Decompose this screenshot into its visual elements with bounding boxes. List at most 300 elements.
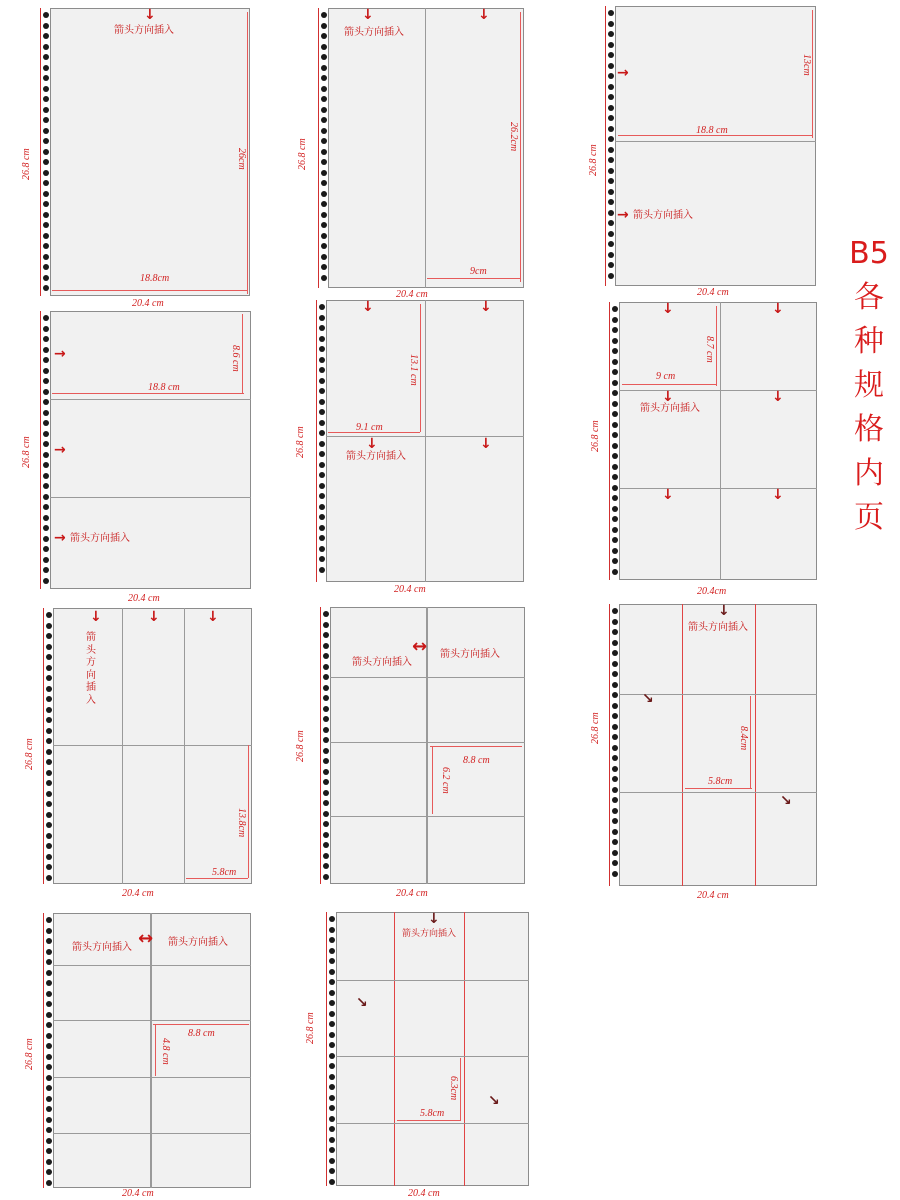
binder-hole [43, 65, 49, 71]
binder-hole [323, 779, 329, 785]
binder-hole [43, 138, 49, 144]
binder-hole [608, 52, 614, 58]
page-width-label: 20.4 cm [128, 593, 160, 604]
sheet [53, 913, 251, 1188]
binder-hole [43, 452, 49, 458]
binder-hole [612, 506, 618, 512]
binder-hole [43, 128, 49, 134]
binder-hole [321, 233, 327, 239]
insert-label: 箭头方向插入 [70, 533, 130, 544]
dimension-line [248, 745, 249, 878]
binder-hole [46, 717, 52, 723]
binder-hole [612, 724, 618, 730]
binder-hole [43, 578, 49, 584]
pocket-divider [53, 1020, 251, 1021]
diagonal-arrow-icon: ↘ [642, 691, 654, 707]
binder-hole [329, 1074, 335, 1080]
pocket-divider [425, 8, 426, 288]
binder-hole [329, 1000, 335, 1006]
pocket-height-label: 13.8cm [236, 808, 247, 838]
down-arrow-icon: ↓ [480, 299, 492, 315]
binder-hole [46, 854, 52, 860]
pocket-divider [53, 1077, 251, 1078]
binder-hole [323, 821, 329, 827]
down-arrow-icon: ↓ [90, 609, 102, 625]
binder-hole [319, 378, 325, 384]
spine-line [605, 6, 606, 286]
binder-hole [319, 441, 325, 447]
binder-hole [46, 1054, 52, 1060]
binder-hole [612, 306, 618, 312]
binder-hole [329, 1116, 335, 1122]
binder-hole [46, 875, 52, 881]
binder-hole [46, 654, 52, 660]
dimension-line [186, 878, 248, 879]
page-width-label: 20.4cm [697, 586, 727, 597]
title-char: 规 [854, 368, 884, 403]
binder-hole [43, 275, 49, 281]
binder-hole [612, 640, 618, 646]
binder-hole [329, 927, 335, 933]
binder-hole [43, 326, 49, 332]
title-char: 种 [854, 324, 884, 359]
binder-hole [608, 42, 614, 48]
binder-hole [43, 462, 49, 468]
binder-hole [43, 159, 49, 165]
binder-hole [46, 1159, 52, 1165]
binder-hole [612, 348, 618, 354]
page-width-label: 20.4 cm [122, 888, 154, 899]
binder-hole [612, 671, 618, 677]
binder-hole [329, 916, 335, 922]
binder-hole [43, 180, 49, 186]
binder-hole [612, 755, 618, 761]
down-arrow-icon: ↓ [362, 7, 374, 23]
binder-hole [612, 629, 618, 635]
binder-hole [46, 1075, 52, 1081]
binder-hole [608, 189, 614, 195]
binder-hole [612, 338, 618, 344]
insert-label: 箭头方向插入 [352, 657, 412, 668]
dimension-line [155, 1024, 156, 1076]
binder-hole [612, 464, 618, 470]
binder-hole [323, 853, 329, 859]
binder-hole [46, 759, 52, 765]
binder-hole [612, 850, 618, 856]
insert-char: 插 [86, 682, 96, 693]
page-height-label: 26.8 cm [305, 1012, 316, 1044]
binder-hole [329, 1126, 335, 1132]
page-height-label: 26.8 cm [21, 436, 32, 468]
page-height-label: 26.8 cm [590, 420, 601, 452]
binder-hole [319, 504, 325, 510]
down-arrow-icon: ↓ [144, 7, 156, 23]
binder-hole [329, 1021, 335, 1027]
binder-hole [46, 623, 52, 629]
binder-hole [319, 325, 325, 331]
binder-hole [612, 734, 618, 740]
pocket-divider [425, 300, 426, 582]
binder-hole [329, 1137, 335, 1143]
binder-hole [329, 1011, 335, 1017]
binder-hole [612, 682, 618, 688]
binder-hole [323, 727, 329, 733]
binder-hole [43, 170, 49, 176]
dimension-line [420, 304, 421, 432]
binder-hole [43, 86, 49, 92]
binder-hole [612, 692, 618, 698]
binder-hole [43, 483, 49, 489]
binder-hole [46, 970, 52, 976]
dimension-line [716, 306, 717, 386]
insert-label: 箭头方向插入 [640, 403, 700, 414]
binder-hole [321, 191, 327, 197]
binder-hole [46, 633, 52, 639]
binder-hole [329, 1147, 335, 1153]
binder-hole [612, 808, 618, 814]
down-arrow-icon: ↓ [148, 609, 160, 625]
binder-hole [46, 738, 52, 744]
pocket-divider [53, 965, 251, 966]
binder-hole [329, 1032, 335, 1038]
pocket-width-label: 8.8 cm [463, 755, 490, 766]
binder-hole [43, 536, 49, 542]
binder-hole [323, 622, 329, 628]
binder-hole [321, 264, 327, 270]
pocket-divider [50, 497, 251, 498]
pocket-divider [720, 302, 721, 580]
binder-hole [608, 231, 614, 237]
binder-hole [323, 643, 329, 649]
binder-hole [608, 105, 614, 111]
binder-hole [612, 745, 618, 751]
binder-hole [43, 23, 49, 29]
binder-hole [43, 315, 49, 321]
binder-hole [319, 420, 325, 426]
dimension-line [427, 278, 521, 279]
pocket-divider [330, 816, 525, 817]
binder-hole [46, 1096, 52, 1102]
binder-hole [612, 369, 618, 375]
binder-hole [43, 233, 49, 239]
binder-hole [43, 410, 49, 416]
binder-hole [46, 791, 52, 797]
binder-hole [46, 1022, 52, 1028]
binder-hole [43, 75, 49, 81]
binder-hole [329, 990, 335, 996]
binder-hole [43, 254, 49, 260]
binder-hole [608, 136, 614, 142]
pocket-divider [150, 913, 152, 1188]
binder-hole [329, 1084, 335, 1090]
binder-hole [319, 430, 325, 436]
binder-hole [612, 797, 618, 803]
page-height-label: 26.8 cm [24, 738, 35, 770]
binder-hole [46, 1169, 52, 1175]
binder-hole [46, 1127, 52, 1133]
binder-hole [321, 212, 327, 218]
binder-hole [43, 546, 49, 552]
insert-char: 方 [86, 657, 96, 668]
binder-hole [46, 938, 52, 944]
binder-hole [612, 829, 618, 835]
pocket-divider [464, 912, 465, 1186]
binder-hole [319, 367, 325, 373]
page-height-label: 26.8 cm [588, 144, 599, 176]
dimension-line [397, 1120, 461, 1121]
binder-hole [612, 401, 618, 407]
binder-hole [612, 527, 618, 533]
down-arrow-icon: ↓ [662, 487, 674, 503]
page-height-label: 26.8 cm [295, 730, 306, 762]
binder-hole [608, 273, 614, 279]
binder-hole [46, 1180, 52, 1186]
binder-hole [321, 12, 327, 18]
dimension-line [247, 12, 248, 294]
pocket-height-label: 4.8 cm [160, 1038, 171, 1065]
pocket-divider [336, 1123, 529, 1124]
spine-line [326, 912, 327, 1186]
pocket-height-label: 8.6 cm [230, 345, 241, 372]
binder-hole [319, 514, 325, 520]
binder-hole [321, 275, 327, 281]
insert-char: 向 [86, 669, 96, 681]
binder-hole [608, 84, 614, 90]
binder-hole [319, 472, 325, 478]
binder-hole [323, 748, 329, 754]
binder-hole [612, 317, 618, 323]
pocket-divider [53, 745, 252, 746]
insert-label: 箭头方向插入 [114, 25, 174, 36]
binder-hole [46, 1148, 52, 1154]
binder-hole [46, 707, 52, 713]
binder-hole [323, 842, 329, 848]
page-width-label: 20.4 cm [394, 584, 426, 595]
binder-hole [612, 453, 618, 459]
binder-hole [46, 833, 52, 839]
binder-hole [46, 949, 52, 955]
binder-hole [43, 212, 49, 218]
spine-line [43, 913, 44, 1188]
binder-hole [329, 1063, 335, 1069]
binder-hole [323, 790, 329, 796]
spine-line [320, 607, 321, 884]
binder-hole [608, 115, 614, 121]
binder-hole [329, 958, 335, 964]
binder-hole [43, 33, 49, 39]
binder-hole [46, 1001, 52, 1007]
pocket-divider [682, 604, 683, 886]
binder-hole [43, 117, 49, 123]
binder-hole [612, 703, 618, 709]
pocket-width-label: 5.8cm [212, 867, 237, 878]
insert-label: 箭头方向插入 [633, 210, 693, 221]
binder-hole [321, 33, 327, 39]
binder-hole [46, 928, 52, 934]
binder-hole [323, 811, 329, 817]
binder-hole [329, 937, 335, 943]
binder-hole [612, 713, 618, 719]
binder-hole [608, 21, 614, 27]
insert-label: 箭头方向插入 [346, 451, 406, 462]
pocket-height-label: 6.3cm [448, 1076, 459, 1101]
sheet [619, 302, 817, 580]
binder-hole [46, 959, 52, 965]
binder-hole [46, 1117, 52, 1123]
binder-hole [43, 525, 49, 531]
down-arrow-icon: ↓ [662, 389, 674, 405]
binder-hole [43, 494, 49, 500]
insert-label: 箭头方向插入 [168, 937, 228, 948]
binder-hole [321, 75, 327, 81]
binder-hole [46, 675, 52, 681]
binder-hole [43, 378, 49, 384]
binder-hole [321, 117, 327, 123]
binder-hole [612, 495, 618, 501]
insert-char: 入 [86, 694, 96, 706]
binder-hole [46, 864, 52, 870]
binder-hole [319, 346, 325, 352]
binder-hole [43, 54, 49, 60]
binder-hole [612, 380, 618, 386]
binder-hole [608, 168, 614, 174]
title-char: 内 [854, 456, 884, 491]
binder-hole [46, 1064, 52, 1070]
binder-hole [323, 674, 329, 680]
binder-hole [608, 262, 614, 268]
dimension-line [52, 290, 248, 291]
spine-line [316, 300, 317, 582]
pocket-divider [755, 604, 756, 886]
binder-hole [612, 787, 618, 793]
pocket-width-label: 9cm [470, 266, 487, 277]
binder-hole [319, 556, 325, 562]
binder-hole [612, 818, 618, 824]
diagonal-arrow-icon: ↘ [488, 1093, 500, 1109]
binder-hole [612, 650, 618, 656]
insert-char: 头 [86, 644, 96, 656]
binder-hole [46, 696, 52, 702]
binder-hole [321, 254, 327, 260]
page-width-label: 20.4 cm [132, 298, 164, 309]
binder-hole [46, 780, 52, 786]
binder-hole [46, 843, 52, 849]
sheet [619, 604, 817, 886]
binder-hole [608, 10, 614, 16]
down-arrow-icon: ↓ [772, 301, 784, 317]
binder-hole [329, 1158, 335, 1164]
dimension-line [622, 384, 716, 385]
binder-hole [43, 515, 49, 521]
sheet [615, 6, 816, 286]
binder-hole [43, 243, 49, 249]
pocket-width-label: 18.8 cm [696, 125, 728, 136]
pocket-divider [336, 1056, 529, 1057]
pocket-width-label: 9.1 cm [356, 422, 383, 433]
binder-hole [612, 569, 618, 575]
binder-hole [612, 516, 618, 522]
binder-hole [608, 178, 614, 184]
binder-hole [323, 863, 329, 869]
title-char: 页 [854, 500, 884, 535]
right-arrow-icon: → [54, 346, 66, 362]
binder-hole [612, 359, 618, 365]
binder-hole [323, 695, 329, 701]
diagonal-arrow-icon: ↘ [780, 793, 792, 809]
binder-hole [319, 462, 325, 468]
binder-hole [319, 483, 325, 489]
binder-hole [612, 411, 618, 417]
dimension-line [460, 1058, 461, 1120]
dimension-line [242, 314, 243, 394]
binder-hole [323, 632, 329, 638]
pocket-width-label: 5.8cm [708, 776, 733, 787]
binder-hole [46, 812, 52, 818]
binder-hole [46, 801, 52, 807]
spine-line [609, 604, 610, 886]
down-arrow-icon: ↓ [772, 487, 784, 503]
dimension-line [430, 746, 522, 747]
page-height-label: 26.8 cm [24, 1038, 35, 1070]
down-arrow-icon: ↓ [428, 911, 440, 927]
page-width-label: 20.4 cm [408, 1188, 440, 1199]
binder-hole [43, 222, 49, 228]
binder-hole [612, 422, 618, 428]
sheet [336, 912, 529, 1186]
pocket-divider [184, 608, 185, 884]
binder-hole [43, 441, 49, 447]
binder-hole [612, 474, 618, 480]
binder-hole [608, 210, 614, 216]
binder-hole [46, 1012, 52, 1018]
binder-hole [323, 758, 329, 764]
binder-hole [329, 979, 335, 985]
binder-hole [323, 685, 329, 691]
insert-label: 箭头方向插入 [344, 27, 404, 38]
pocket-height-label: 26cm [236, 148, 247, 170]
side-title [846, 232, 892, 540]
insert-char: 箭 [86, 632, 96, 643]
binder-hole [612, 558, 618, 564]
pocket-height-label: 26.2cm [508, 122, 519, 152]
right-arrow-icon: → [617, 65, 629, 81]
binder-hole [319, 357, 325, 363]
binder-hole [46, 822, 52, 828]
binder-hole [43, 431, 49, 437]
insert-label: 箭头方向插入 [402, 929, 457, 939]
binder-hole [321, 65, 327, 71]
binder-hole [329, 1168, 335, 1174]
binder-hole [321, 96, 327, 102]
binder-hole [608, 147, 614, 153]
binder-hole [46, 1043, 52, 1049]
binder-hole [612, 619, 618, 625]
binder-hole [321, 170, 327, 176]
spine-line [609, 302, 610, 580]
page-height-label: 26.8 cm [590, 712, 601, 744]
binder-hole [319, 493, 325, 499]
pocket-divider [330, 742, 525, 743]
down-arrow-icon: ↓ [772, 389, 784, 405]
binder-hole [323, 653, 329, 659]
binder-hole [329, 969, 335, 975]
binder-hole [319, 315, 325, 321]
sheet [50, 8, 250, 296]
binder-hole [608, 252, 614, 258]
binder-hole [321, 86, 327, 92]
title-char: 格 [854, 412, 884, 447]
binder-hole [46, 1106, 52, 1112]
